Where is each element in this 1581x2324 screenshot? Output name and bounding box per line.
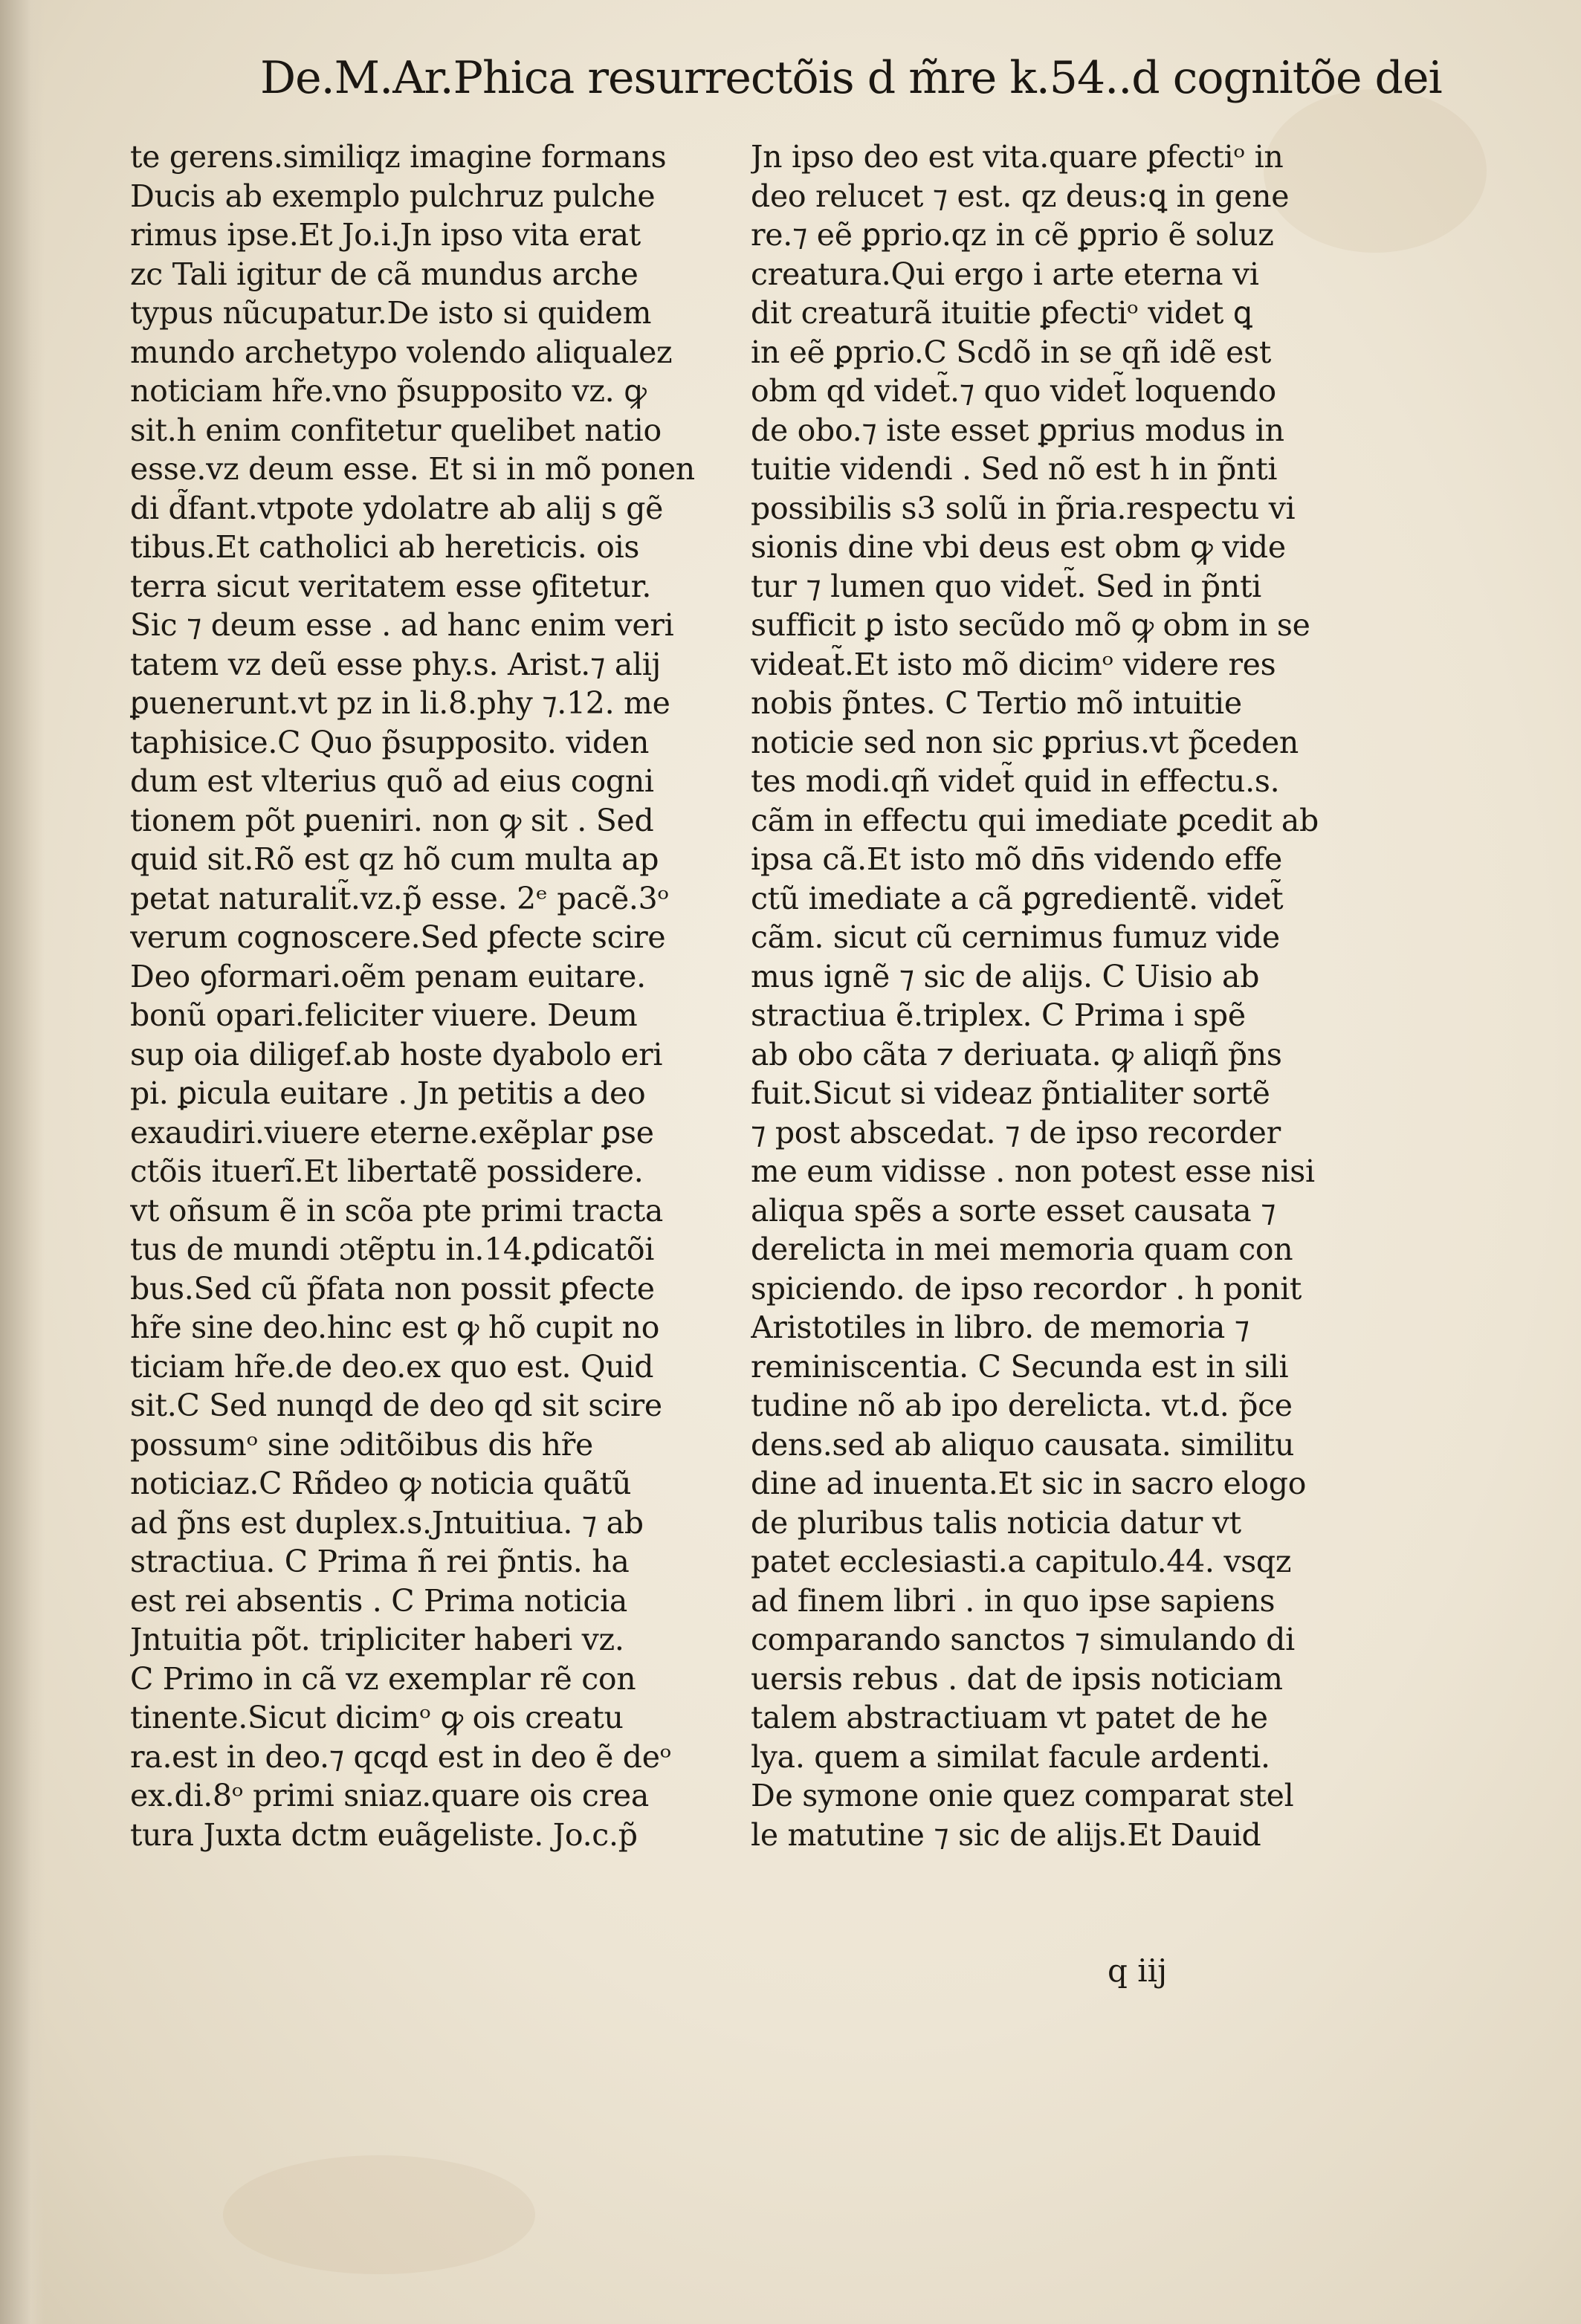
text-line: de obo.⁊ iste esset ꝑprius modus in — [751, 412, 1284, 448]
text-line: esse.vz deum esse. Et si in mõ ponen — [130, 451, 695, 487]
running-header: De.M.Ar.Phica resurrectõis d m̃re k.54..d cognitõe dei — [260, 52, 1442, 104]
text-line: dens.sed ab aliquo causata. similitu — [751, 1426, 1295, 1463]
text-line: dine ad inuenta.Et sic in sacro elogo — [751, 1466, 1307, 1501]
text-line: vt oñsum ẽ in scõa pte primi tracta — [130, 1192, 664, 1229]
text-line: rimus ipse.Et Jo.i.Jn ipso vita erat — [130, 217, 641, 253]
text-line: est rei absentis . C Prima noticia — [130, 1582, 628, 1619]
text-line: ꝑuenerunt.vt pz in li.8.phy ⁊.12. me — [130, 685, 670, 721]
left-text-column — [130, 137, 725, 1854]
text-line: uersis rebus . dat de ipsis noticiam — [751, 1660, 1283, 1697]
text-line: videat̃.Et isto mõ dicimᵒ videre res — [751, 646, 1276, 682]
text-line: di d̃fant.vtpote ydolatre ab alij s gẽ — [130, 490, 664, 526]
text-line: tura Juxta dctm euãgeliste. Jo.c.p̃ — [130, 1816, 638, 1853]
text-line: noticie sed non sic ꝑprius.vt p̃ceden — [751, 724, 1299, 760]
text-line: aliqua spẽs a sorte esset causata ⁊ — [751, 1192, 1276, 1229]
text-line: deo relucet ⁊ est. qz deus:ꝗ in gene — [751, 178, 1290, 214]
text-line: ex.di.8ᵒ primi sniaz.quare ois crea — [130, 1778, 649, 1813]
text-line: mundo archetypo volendo aliqualez — [130, 334, 673, 370]
text-line: ra.est in deo.⁊ qcqd est in deo ẽ deᵒ — [130, 1738, 672, 1775]
text-line: possibilis s3 solũ in p̃ria.respectu vi — [751, 490, 1296, 526]
text-line: re.⁊ eẽ ꝑprio.qz in cẽ ꝑprio ẽ soluz — [751, 217, 1274, 253]
text-line: tinente.Sicut dicimᵒ ꝙ ois creatu — [130, 1700, 624, 1735]
text-line: exaudiri.viuere eterne.exẽplar ꝑse — [130, 1114, 654, 1150]
text-line: typus nũcupatur.De isto si quidem — [130, 295, 652, 331]
text-line: sup oia diligef.ab hoste dyabolo eri — [130, 1036, 663, 1072]
text-line: bonũ opari.feliciter viuere. Deum — [130, 997, 638, 1033]
text-line: tudine nõ ab ipo derelicta. vt.d. p̃ce — [751, 1388, 1293, 1423]
text-line: Jn ipso deo est vita.quare ꝑfectiᵒ in — [751, 139, 1284, 175]
text-line: zc Tali igitur de cã mundus arche — [130, 256, 638, 292]
text-line: dit creaturã ituitie ꝑfectiᵒ videt ꝗ — [751, 295, 1252, 331]
text-line: patet ecclesiasti.a capitulo.44. vsqz — [751, 1544, 1292, 1579]
signature-mark: q iij — [1108, 1952, 1168, 1989]
text-line: dum est vlterius quõ ad eius cogni — [130, 763, 654, 799]
text-line: tibus.Et catholici ab hereticis. ois — [130, 529, 640, 565]
text-line: petat naturalit̃.vz.p̃ esse. 2ᵉ pacẽ.3ᵒ — [130, 880, 669, 916]
text-line: ticiam hr̃e.de deo.ex quo est. Quid — [130, 1348, 654, 1385]
text-line: creatura.Qui ergo i arte eterna vi — [751, 256, 1259, 292]
text-line: Sic ⁊ deum esse . ad hanc enim veri — [130, 607, 674, 643]
text-line: noticiam hr̃e.vno p̃supposito vz. ꝙ — [130, 373, 647, 409]
text-line: ad p̃ns est duplex.s.Jntuitiua. ⁊ ab — [130, 1504, 644, 1541]
text-line: lya. quem a similat facule ardenti. — [751, 1738, 1270, 1775]
text-line: te gerens.similiqz imagine formans — [130, 139, 667, 175]
text-line: terra sicut veritatem esse ꝯfitetur. — [130, 568, 652, 604]
text-line: stractiua ẽ.triplex. C Prima i spẽ — [751, 997, 1246, 1033]
text-line: tes modi.qñ videt̃ quid in effectu.s. — [751, 763, 1280, 799]
text-line: possumᵒ sine ɔditõibus dis hr̃e — [130, 1426, 593, 1463]
text-line: ⁊ post abscedat. ⁊ de ipso recorder — [751, 1114, 1281, 1150]
text-line: tatem vz deũ esse phy.s. Arist.⁊ alij — [130, 646, 662, 682]
text-line: sufficit ꝑ isto secũdo mõ ꝙ obm in se — [751, 607, 1310, 643]
text-line: tur ⁊ lumen quo videt̃. Sed in p̃nti — [751, 568, 1261, 604]
text-line: hr̃e sine deo.hinc est ꝙ hõ cupit no — [130, 1310, 660, 1345]
text-line: derelicta in mei memoria quam con — [751, 1231, 1293, 1267]
text-line: cãm. sicut cũ cernimus fumuz vide — [751, 919, 1280, 955]
text-line: ad finem libri . in quo ipse sapiens — [751, 1582, 1276, 1619]
text-line: ctõis ituerĩ.Et libertatẽ possidere. — [130, 1153, 644, 1189]
text-line: mus ignẽ ⁊ sic de alijs. C Uisio ab — [751, 958, 1260, 994]
text-line: De symone onie quez comparat stel — [751, 1778, 1294, 1813]
text-line: ipsa cã.Et isto mõ dn̄s videndo effe — [751, 841, 1282, 877]
text-line: stractiua. C Prima ñ rei p̃ntis. ha — [130, 1544, 630, 1579]
right-text-column — [751, 137, 1338, 1854]
text-line: Deo ꝯformari.oẽm penam euitare. — [130, 958, 646, 994]
text-line: reminiscentia. C Secunda est in sili — [751, 1348, 1289, 1385]
text-line: tuitie videndi . Sed nõ est h in p̃nti — [751, 451, 1278, 487]
text-line: tus de mundi ɔtẽptu in.14.ꝑdicatõi — [130, 1231, 655, 1267]
text-line: de pluribus talis noticia datur vt — [751, 1504, 1241, 1541]
text-line: quid sit.Rõ est qz hõ cum multa ap — [130, 841, 659, 877]
text-line: Jntuitia põt. tripliciter haberi vz. — [130, 1622, 624, 1657]
text-line: bus.Sed cũ p̃fata non possit ꝑfecte — [130, 1270, 655, 1307]
text-line: sit.C Sed nunqd de deo qd sit scire — [130, 1388, 662, 1423]
text-line: taphisice.C Quo p̃supposito. viden — [130, 724, 650, 760]
text-line: in eẽ ꝑprio.C Scdõ in se qñ idẽ est — [751, 334, 1272, 370]
text-line: comparando sanctos ⁊ simulando di — [751, 1622, 1295, 1657]
text-line: ab obo cãta ⁊ deriuata. ꝙ aliqñ p̃ns — [751, 1036, 1282, 1072]
text-line: C Primo in cã vz exemplar rẽ con — [130, 1660, 636, 1697]
text-line: ctũ imediate a cã ꝑgredientẽ. videt̃ — [751, 880, 1284, 916]
text-line: verum cognoscere.Sed ꝑfecte scire — [130, 919, 666, 955]
text-line: pi. ꝑicula euitare . Jn petitis a deo — [130, 1075, 646, 1111]
text-line: tionem põt ꝑueniri. non ꝙ sit . Sed — [130, 802, 654, 838]
binding-gutter — [0, 0, 45, 2324]
text-line: me eum vidisse . non potest esse nisi — [751, 1153, 1315, 1189]
text-line: sionis dine vbi deus est obm ꝙ vide — [751, 529, 1286, 565]
text-line: noticiaz.C Rñdeo ꝙ noticia quãtũ — [130, 1466, 632, 1501]
text-line: fuit.Sicut si videaz p̃ntialiter sortẽ — [751, 1075, 1270, 1111]
text-line: cãm in effectu qui imediate ꝑcedit ab — [751, 802, 1319, 838]
text-line: obm qd videt̃.⁊ quo videt̃ loquendo — [751, 373, 1276, 409]
text-line: talem abstractiuam vt patet de he — [751, 1700, 1268, 1735]
text-line: nobis p̃ntes. C Tertio mõ intuitie — [751, 685, 1242, 721]
text-line: sit.h enim confitetur quelibet natio — [130, 412, 662, 448]
text-line: Aristotiles in libro. de memoria ⁊ — [751, 1310, 1249, 1345]
text-line: spiciendo. de ipso recordor . h ponit — [751, 1270, 1302, 1307]
paper-stain — [223, 2155, 535, 2274]
text-line: le matutine ⁊ sic de alijs.Et Dauid — [751, 1816, 1261, 1853]
text-line: Ducis ab exemplo pulchruz pulche — [130, 178, 656, 214]
